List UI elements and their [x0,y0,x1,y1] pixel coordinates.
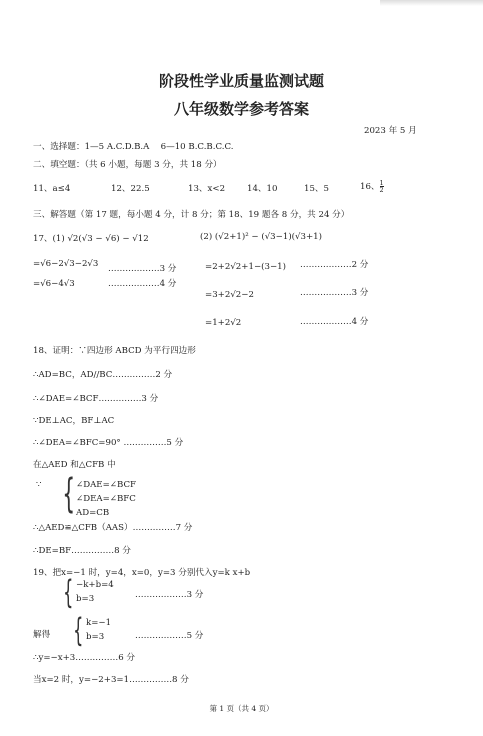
q18-line4: ∵DE⊥AC，BF⊥AC [33,416,115,426]
q17-left-step2: =√6−4√3 [33,279,75,289]
q19-system-line2: b=3 [76,594,95,604]
section-fill: 二、填空题：（共 6 小题，每题 3 分，共 18 分） [33,160,222,170]
q19-system-line1: −k+b=4 [76,580,114,590]
q18-line7: ∴△AED≌△CFB（AAS）……………7 分 [33,523,193,533]
page-edge-shadow [380,0,483,6]
q17-right-label: (2) [200,232,213,242]
answer-11: 11、a≤4 [33,184,71,194]
q17-left-expression: √2(√3 − √6) − √12 [67,234,149,244]
fraction-denominator: 2 [379,186,384,194]
q17-right-step1: =2+2√2+1−(3−1) [205,262,286,272]
answer-12: 12、22.5 [111,184,150,194]
section-choice: 一、选择题：1—5 A.C.D.B.A 6—10 B.C.B.C.C. [33,142,234,152]
answer-15: 15、5 [304,184,329,194]
left-brace-icon: { [62,471,76,517]
left-brace-icon: { [63,573,74,611]
q17-right-step2-score: ………………3 分 [300,288,369,298]
q19-system-score: ………………3 分 [135,590,204,600]
because-symbol: ∵ [36,480,42,490]
q17-left-step2-score: ………………4 分 [108,279,177,289]
q17-part1 [33,232,149,244]
q17-left-step1-score: ………………3 分 [108,264,177,274]
section-solve: 三、解答题（第 17 题，每小题 4 分，计 8 分；第 18、19 题各 8 分，共 24 分） [33,210,350,220]
q17-right-step3-score: ………………4 分 [300,317,369,327]
page-footer: 第 1 页（共 4 页） [209,704,274,713]
q19-solve-label: 解得 [33,630,51,640]
doc-date: 2023 年 5 月 [364,126,417,136]
q18-line1: 18、证明：∵四边形 ABCD 为平行四边形 [33,346,196,356]
q19-line2: ∴y=−x+3……………6 分 [33,653,136,663]
q17-right-step1-score: ………………2 分 [300,260,369,270]
q18-line6: 在△AED 和△CFB 中 [33,460,116,470]
answer-16-fraction [380,180,384,193]
q19-result-score: ………………5 分 [135,631,204,641]
q17-part2 [200,232,322,242]
answer-13: 13、x<2 [188,184,226,194]
q17-label: 17、(1) [33,234,65,244]
doc-subtitle: 八年级数学参考答案 [173,100,309,118]
q18-brace-line1: ∠DAE=∠BCF [76,480,136,490]
fraction-numerator: 1 [379,179,384,187]
q18-line5: ∴∠DEA=∠BFC=90° ……………5 分 [33,438,184,448]
q18-line3: ∴∠DAE=∠BCF……………3 分 [33,394,159,404]
q18-line8: ∴DE=BF……………8 分 [33,546,131,556]
q19-line1: 19、把x=−1 时，y=4，x=0，y=3 分别代入y=k x+b [33,568,251,578]
q17-right-step3: =1+2√2 [205,318,242,328]
q17-right-step2: =3+2√2−2 [205,290,254,300]
answer-16 [360,180,384,193]
q19-result-line2: b=3 [86,632,105,642]
q18-brace-line3: AD=CB [76,508,110,518]
q17-right-expression: (√2+1)² − (√3−1)(√3+1) [214,232,322,242]
q18-line2: ∴AD=BC，AD//BC……………2 分 [33,370,173,380]
q18-brace-line2: ∠DEA=∠BFC [76,494,136,504]
doc-title: 阶段性学业质量监测试题 [158,72,324,90]
answer-14: 14、10 [247,184,278,194]
left-brace-icon: { [73,611,84,649]
q19-line3: 当x=2 时，y=−2+3=1……………8 分 [33,675,189,685]
q19-result-line1: k=−1 [86,618,112,628]
q17-left-step1: =√6−2√3−2√3 [33,259,99,269]
answer-16-prefix: 16、 [360,182,380,192]
